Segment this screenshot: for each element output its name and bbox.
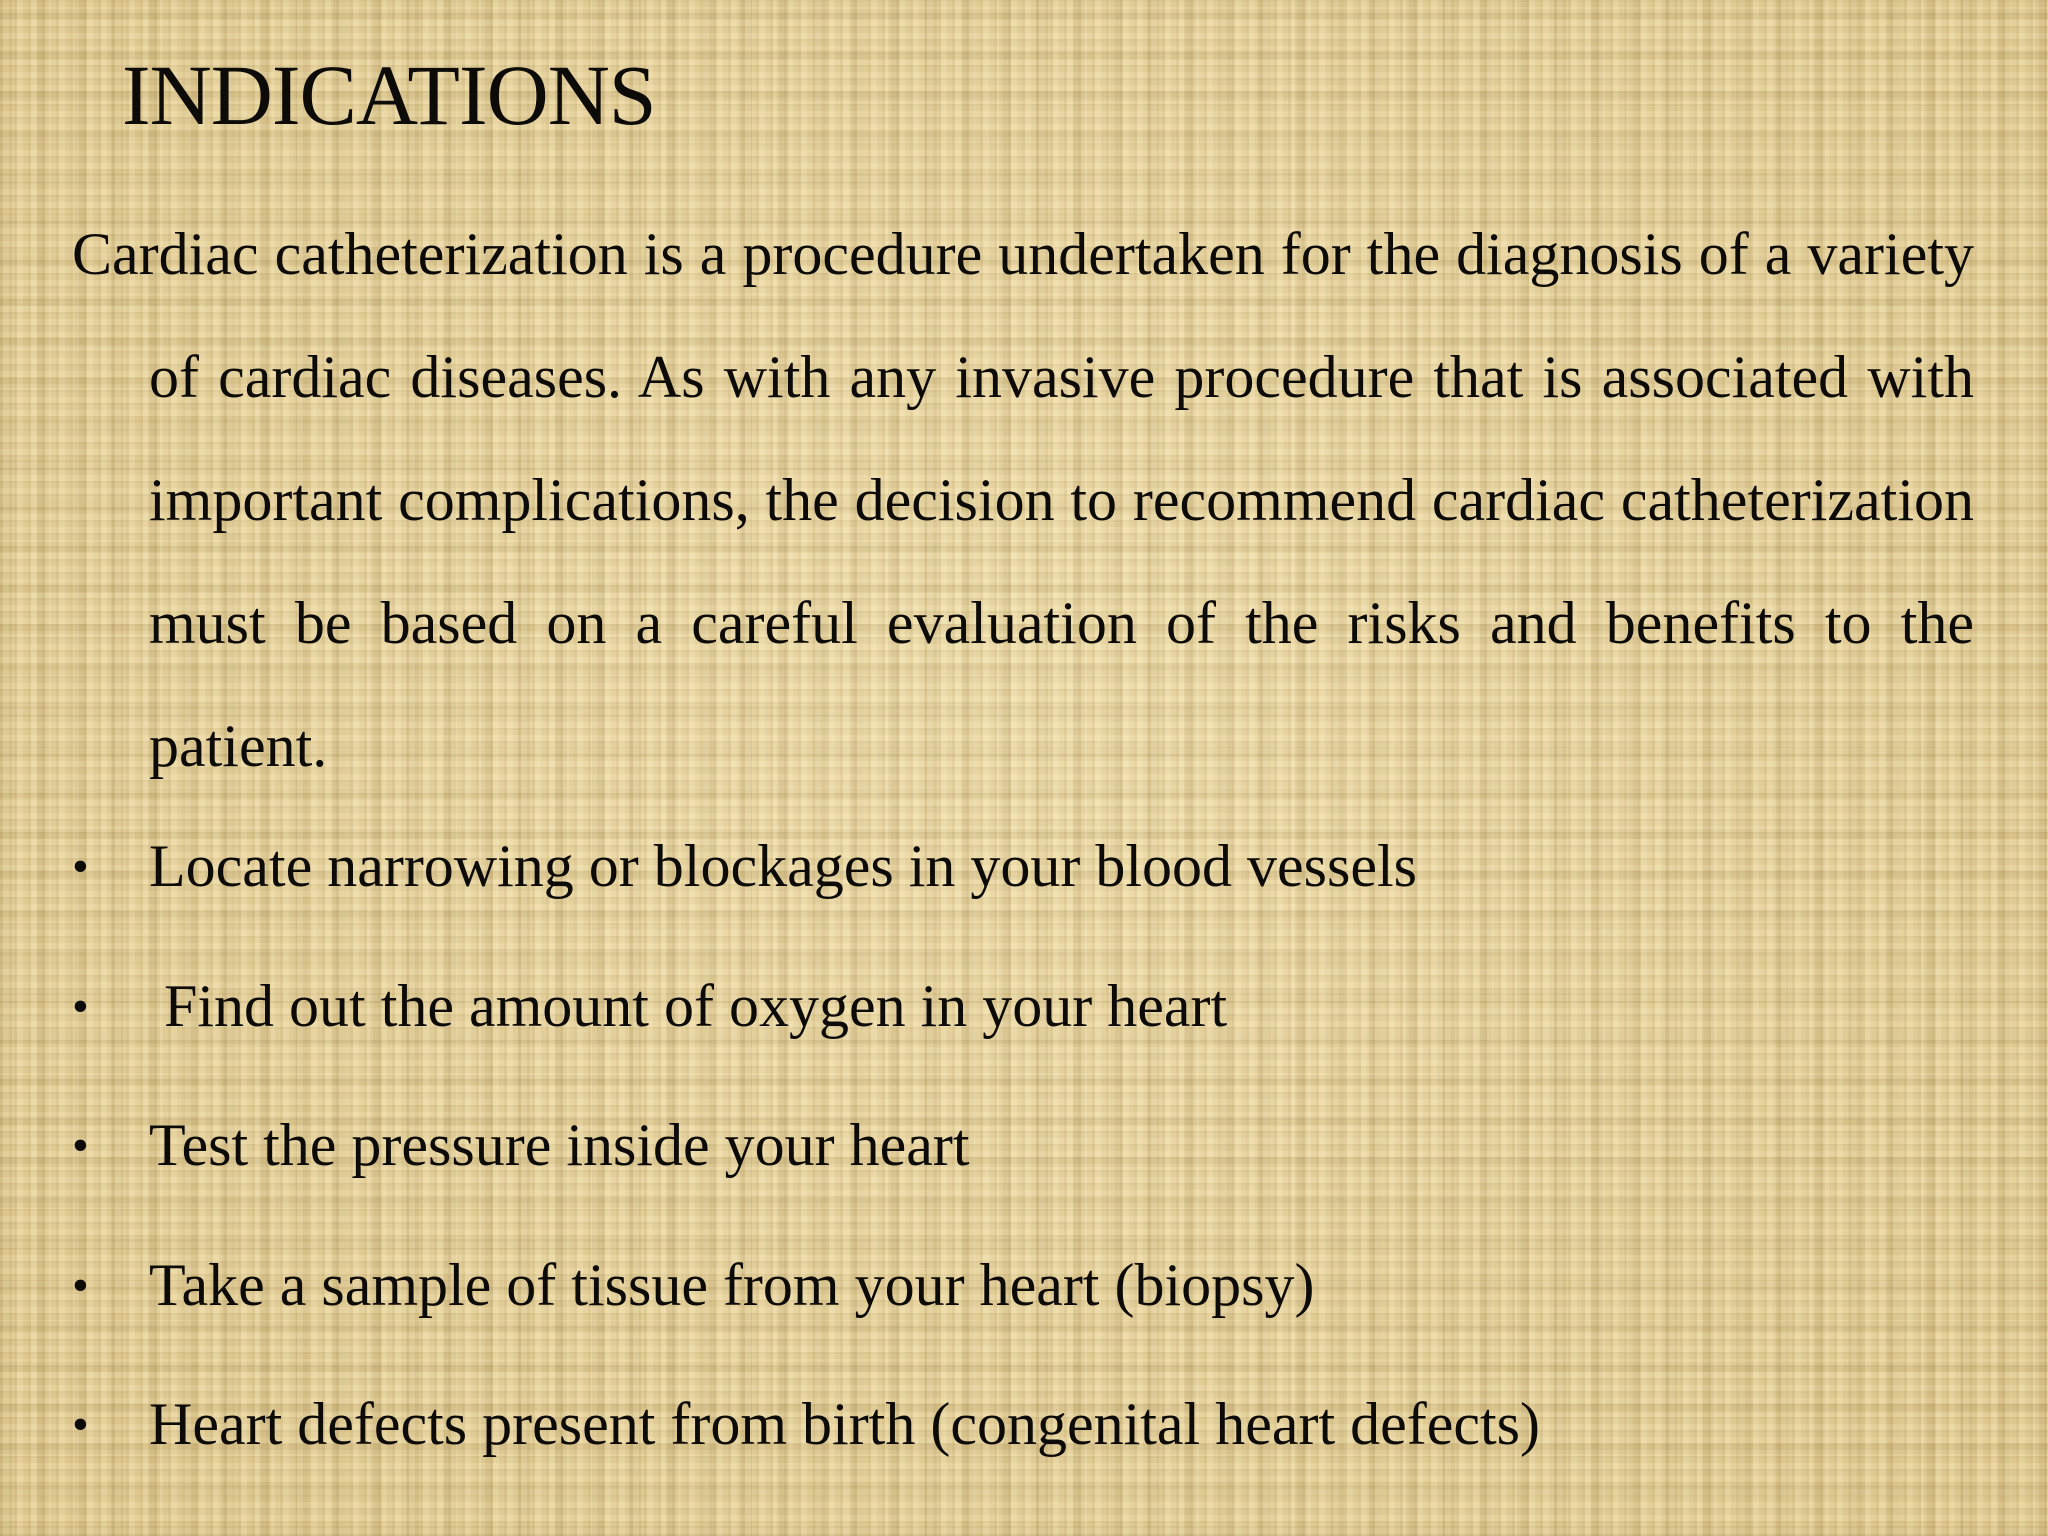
indication-list	[72, 797, 1974, 1495]
list-item: • Find out the amount of oxygen in your heart	[72, 937, 1974, 1077]
intro-paragraph: Cardiac catheterization is a procedure undertaken for the diagnosis of a variety of cardiac diseases. As with any invasive procedure that is associated with important complications, the decision to recommend cardiac catheterization must be based on a careful evaluation of the risks and benefits to the patient.	[72, 221, 1974, 779]
list-item: • Locate narrowing or blockages in your blood vessels	[72, 797, 1974, 937]
slide-title: INDICATIONS	[122, 47, 656, 143]
list-item: • Heart defects present from birth (congenital heart defects)	[72, 1355, 1974, 1495]
list-item: • Test the pressure inside your heart	[72, 1076, 1974, 1216]
list-item: • Take a sample of tissue from your heart (biopsy)	[72, 1216, 1974, 1356]
